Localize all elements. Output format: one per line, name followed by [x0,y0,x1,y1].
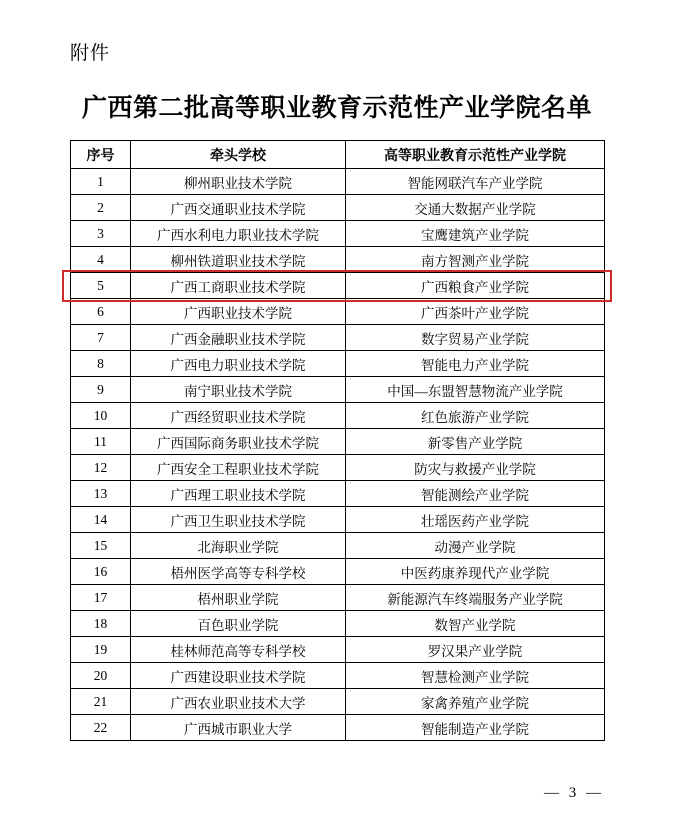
cell-college: 智能制造产业学院 [346,715,605,741]
cell-college: 智能测绘产业学院 [346,481,605,507]
table-row [71,689,605,715]
cell-school: 广西金融职业技术学院 [131,325,346,351]
cell-college: 新零售产业学院 [346,429,605,455]
cell-school: 广西建设职业技术学院 [131,663,346,689]
page-number: — 3 — [544,785,604,801]
cell-college: 数字贸易产业学院 [346,325,605,351]
cell-school: 梧州职业学院 [131,585,346,611]
cell-index: 12 [71,455,131,481]
cell-school: 广西经贸职业技术学院 [131,403,346,429]
cell-school: 广西交通职业技术学院 [131,195,346,221]
cell-college: 家禽养殖产业学院 [346,689,605,715]
table-row [71,637,605,663]
cell-college: 智能网联汽车产业学院 [346,169,605,195]
table-row [71,585,605,611]
cell-school: 广西农业职业技术大学 [131,689,346,715]
column-header-school: 牵头学校 [131,141,346,169]
page-title: 广西第二批高等职业教育示范性产业学院名单 [81,95,592,122]
table-row [71,533,605,559]
cell-school: 广西电力职业技术学院 [131,351,346,377]
cell-index: 4 [71,247,131,273]
table-row [71,351,605,377]
cell-school: 桂林师范高等专科学校 [131,637,346,663]
cell-school: 广西水利电力职业技术学院 [131,221,346,247]
table-header [71,141,605,169]
cell-college: 动漫产业学院 [346,533,605,559]
cell-index: 13 [71,481,131,507]
cell-school: 梧州医学高等专科学校 [131,559,346,585]
attachment-label: 附件 [70,43,111,64]
table-row [71,195,605,221]
cell-index: 3 [71,221,131,247]
table-row [71,247,605,273]
cell-school: 北海职业学院 [131,533,346,559]
cell-college: 数智产业学院 [346,611,605,637]
cell-index: 17 [71,585,131,611]
cell-college: 中医药康养现代产业学院 [346,559,605,585]
table-row [71,325,605,351]
column-header-index: 序号 [71,141,131,169]
cell-college: 广西茶叶产业学院 [346,299,605,325]
cell-school: 广西卫生职业技术学院 [131,507,346,533]
cell-college: 智慧检测产业学院 [346,663,605,689]
listing-table [70,140,605,741]
table-row [71,273,605,299]
cell-school: 百色职业学院 [131,611,346,637]
cell-index: 5 [71,273,131,299]
cell-school: 柳州铁道职业技术学院 [131,247,346,273]
column-header-college: 高等职业教育示范性产业学院 [346,141,605,169]
table-row [71,299,605,325]
table-row [71,715,605,741]
table-row [71,221,605,247]
cell-college: 南方智测产业学院 [346,247,605,273]
cell-school: 南宁职业技术学院 [131,377,346,403]
cell-school: 广西理工职业技术学院 [131,481,346,507]
cell-index: 18 [71,611,131,637]
cell-index: 2 [71,195,131,221]
table-row [71,481,605,507]
table-row [71,611,605,637]
cell-index: 22 [71,715,131,741]
cell-college: 智能电力产业学院 [346,351,605,377]
cell-index: 19 [71,637,131,663]
table-row [71,507,605,533]
cell-school: 广西城市职业大学 [131,715,346,741]
table-row [71,455,605,481]
cell-college: 新能源汽车终端服务产业学院 [346,585,605,611]
listing-table-wrap [70,140,604,741]
table-body [71,169,605,741]
cell-index: 15 [71,533,131,559]
cell-school: 广西职业技术学院 [131,299,346,325]
cell-index: 14 [71,507,131,533]
cell-college: 罗汉果产业学院 [346,637,605,663]
cell-index: 6 [71,299,131,325]
cell-college: 防灾与救援产业学院 [346,455,605,481]
cell-school: 广西安全工程职业技术学院 [131,455,346,481]
cell-college: 中国—东盟智慧物流产业学院 [346,377,605,403]
cell-school: 广西工商职业技术学院 [131,273,346,299]
cell-index: 21 [71,689,131,715]
cell-index: 11 [71,429,131,455]
cell-college: 红色旅游产业学院 [346,403,605,429]
table-row [71,429,605,455]
cell-index: 16 [71,559,131,585]
cell-college: 广西粮食产业学院 [346,273,605,299]
cell-college: 交通大数据产业学院 [346,195,605,221]
cell-index: 8 [71,351,131,377]
cell-index: 20 [71,663,131,689]
cell-index: 1 [71,169,131,195]
cell-school: 柳州职业技术学院 [131,169,346,195]
table-row [71,663,605,689]
cell-index: 10 [71,403,131,429]
cell-index: 9 [71,377,131,403]
table-header-row [71,141,605,169]
cell-index: 7 [71,325,131,351]
table-row [71,377,605,403]
table-row [71,403,605,429]
cell-college: 宝鹰建筑产业学院 [346,221,605,247]
table-row [71,169,605,195]
cell-college: 壮瑶医药产业学院 [346,507,605,533]
table-row [71,559,605,585]
cell-school: 广西国际商务职业技术学院 [131,429,346,455]
